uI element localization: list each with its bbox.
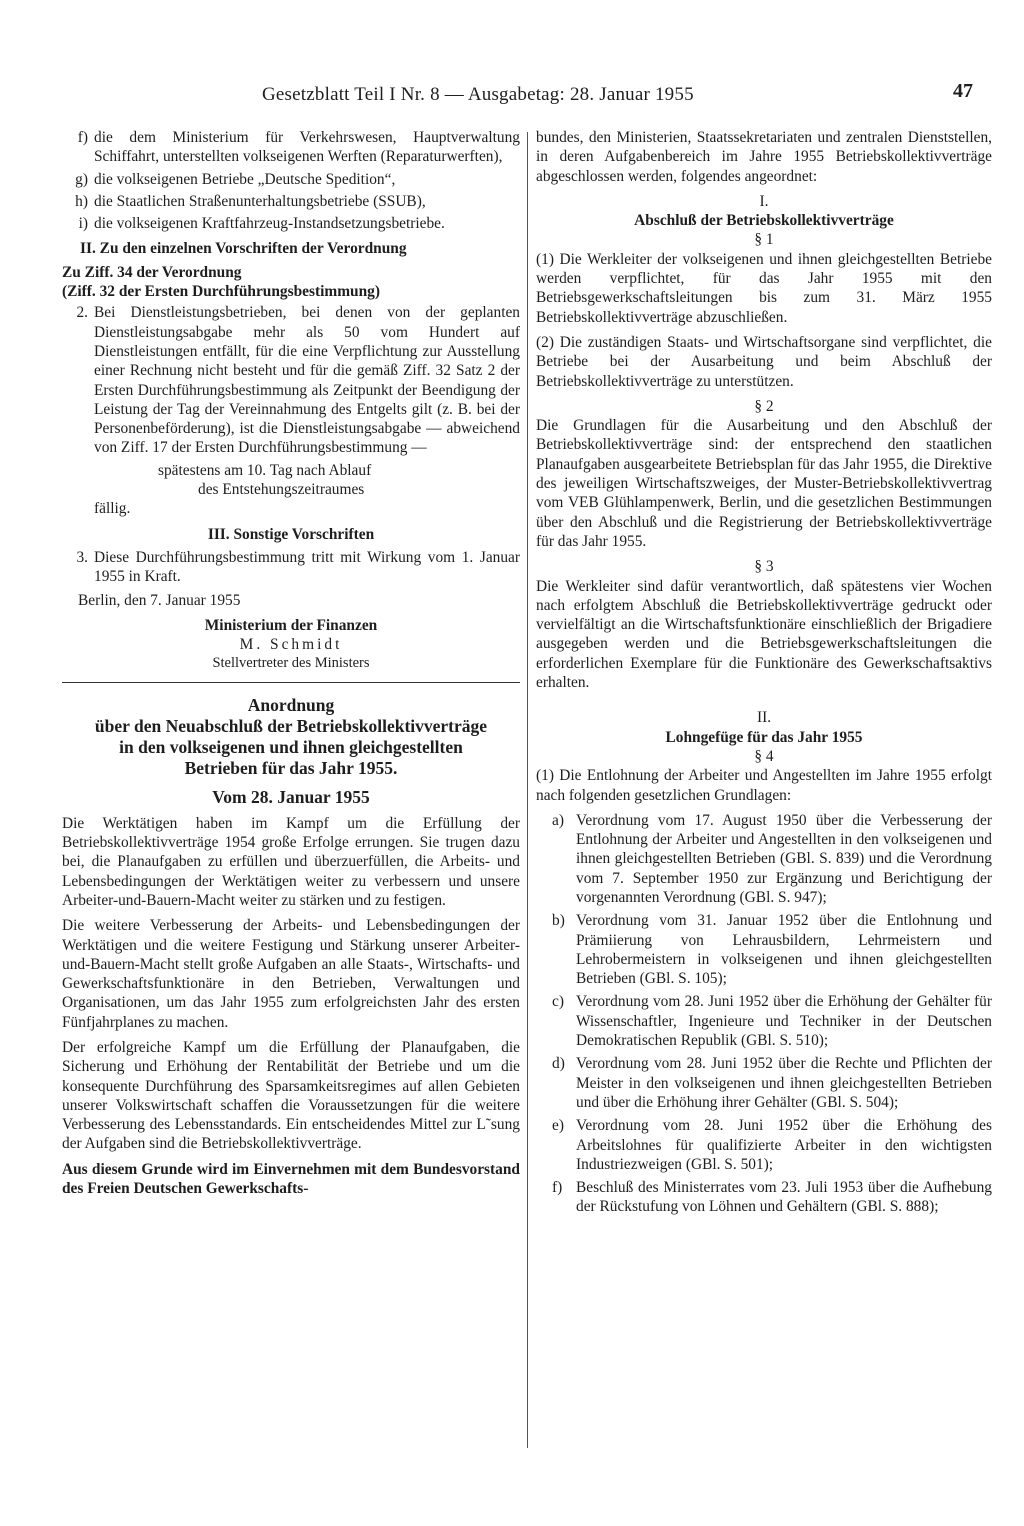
list-label: a): [552, 811, 564, 829]
list-item: [536, 992, 992, 1050]
list-label: e): [552, 1117, 564, 1135]
paragraph-symbol: § 1: [754, 231, 774, 249]
ordinance-title: Anordnung: [247, 694, 335, 715]
due-end: fällig.: [94, 500, 131, 518]
list-label: f): [77, 129, 88, 146]
list-label: c): [552, 993, 564, 1011]
list-text: die Staatlichen Straßenunterhaltungsbetriebe (SSUB),: [94, 192, 426, 210]
list-text: Verordnung vom 31. Januar 1952 über die Entlohnung und Prämiierung von Lehrausbildern, Lehrmeistern und Lehrobermeistern in volkseigenen und ihnen gleichgestellten Betrieben (GBl. S. 105);: [576, 912, 992, 988]
numbered-item: [62, 548, 520, 587]
part-title: Abschluß der Betriebskollektivverträge: [634, 212, 894, 230]
paragraph-symbol: § 4: [754, 747, 774, 765]
paragraph-symbol: § 2: [754, 397, 774, 415]
ordinance-title: in den volkseigenen und ihnen gleichgestellten: [119, 736, 463, 757]
ordinance-date: Vom 28. Januar 1955: [212, 786, 370, 807]
paragraph-text: (2) Die zuständigen Staats- und Wirtschaftsorgane sind verpflichtet, die Betriebe bei der Ausarbeitung und beim Abschluß der Betriebskollektivverträge zu unterstützen.: [536, 333, 992, 390]
list-label: f): [552, 1179, 563, 1197]
preamble-paragraph: Der erfolgreiche Kampf um die Erfüllung der Planaufgaben, die Sicherung und Erhöhung der Rentabilität der Betriebe und um die konsequente Durchführung des Sparsamkeitsregimes auf allen Gebieten unserer Volkswirtschaft schaffen die Voraussetzungen für die weitere Verbesserung des Lebensstandards. Ein entscheidendes Mittel zur L˜sung der Aufgaben sind die Betriebskollektivverträge.: [62, 1038, 520, 1153]
part-number: I.: [759, 192, 769, 210]
list-label: d): [552, 1055, 565, 1073]
list-item: [536, 1178, 992, 1217]
part-title: Lohngefüge für das Jahr 1955: [665, 728, 863, 746]
preamble-paragraph: Die weitere Verbesserung der Arbeits- und Lebensbedingungen der Werktätigen und die weitere Festigung und Stärkung unserer Arbeiter-und-Bauern-Macht stellt große Aufgaben an alle Staats-, Wirtschafts- und Gewerkschaftsfunktionäre in den Betrieben, Verwaltungen und Organisationen, um das Jahr 1955 zum erfolgreichsten Jahr des ersten Fünfjahrplanes zu machen.: [62, 917, 520, 1031]
preamble-paragraph: Die Werktätigen haben im Kampf um die Erfüllung der Betriebskollektivverträge 1954 große Erfolge errungen. Sie trugen dazu bei, die Planaufgaben zu erfüllen und überzuerfüllen, die Arbeits- und Lebensbedingungen der Werktätigen weiter zu verbessern und unsere Arbeiter-und-Bauern-Macht weiter zu stärken und zu festigen.: [62, 814, 520, 909]
list-text: die volkseigenen Betriebe „Deutsche Spedition“,: [94, 170, 396, 188]
list-text: die volkseigenen Kraftfahrzeug-Instandsetzungsbetriebe.: [94, 215, 445, 233]
list-label: g): [75, 170, 88, 188]
paragraph-text: Die Werkleiter sind dafür verantwortlich, daß spätestens vier Wochen nach erfolgtem Abschluß die Betriebskollektivverträge gedruckt oder vervielfältigt an die Wirtschaftsfunktionäre einschließlich der Brigadiere ausgegeben werden und die Betriebsgewerkschaftsleitungen die erforderlichen Exemplare für die Funktionäre des Gewerkschaftsaktivs erhalten.: [536, 577, 992, 692]
list-item: [536, 911, 992, 988]
signer-title: Stellvertreter des Ministers: [212, 655, 370, 672]
list-text: Verordnung vom 28. Juni 1952 über die Erhöhung der Gehälter für Wissenschaftler, Ingenieure und Techniker in der Deutschen Demokratischen Republik (GBl. S. 510);: [576, 993, 992, 1050]
paragraph-text: Die Grundlagen für die Ausarbeitung und den Abschluß der Betriebskollektivverträge sind: der entsprechend den staatlichen Planaufgaben ausgearbeitete Betriebsplan für das Jahr 1955, die Direktive des jeweiligen Wirtschaftszweiges, der Muster-Betriebskollektivvertrag vom VEB Glühlampenwerk, Berlin, und die gesetzlichen Bestimmungen über den Abschluß und die Registrierung der Betriebskollektivverträge für das Jahr 1955.: [536, 417, 993, 550]
item-number: 3.: [76, 548, 88, 566]
list-item: [536, 1054, 992, 1112]
paragraph-text: (1) Die Werkleiter der volkseigenen und ihnen gleichgestellten Betriebe werden verpflichtet, für das Jahr 1955 mit den Betriebsgewerkschaftsleitungen bis zum 31. März 1955 Betriebskollektivverträge abzuschließen.: [536, 250, 992, 326]
signer-name: M. Schmidt: [239, 636, 343, 654]
list-item: [62, 128, 520, 167]
section-heading: III. Sonstige Vorschriften: [207, 525, 375, 543]
left-column: [62, 128, 520, 1204]
list-label: h): [75, 192, 88, 210]
list-text: Verordnung vom 28. Juni 1952 über die Erhöhung des Arbeitslohnes für qualifizierte Arbeiter in den wichtigsten Industriezweigen (GBl. S. 501);: [576, 1117, 992, 1173]
ordinance-title: Betrieben für das Jahr 1955.: [184, 757, 398, 778]
list-text: die dem Ministerium für Verkehrswesen, Hauptverwaltung Schiffahrt, unterstellten volkseigenen Werften (Reparaturwerften),: [94, 129, 520, 166]
list-label: i): [78, 215, 88, 233]
section-rule: [62, 682, 520, 683]
ordinance-title: über den Neuabschluß der Betriebskollektivverträge: [94, 715, 488, 736]
list-item: [62, 214, 520, 233]
list-text: Verordnung vom 17. August 1950 über die Verbesserung der Entlohnung der Arbeiter und Angestellten in den volkseigenen und ihnen gleichgestellten Betrieben (GBl. S. 839) und die Verordnung vom 7. September 1950 zur Ergänzung und Berichtigung der vorgenannten Verordnung (GBl. S. 947);: [576, 811, 992, 906]
list-text: Beschluß des Ministerrates vom 23. Juli 1953 über die Aufhebung der Rückstufung von Löhnen und Gehältern (GBl. S. 888);: [576, 1179, 992, 1216]
page-number: 47: [953, 80, 973, 102]
paragraph-text: (1) Die Entlohnung der Arbeiter und Angestellten im Jahre 1955 erfolgt nach folgenden gesetzlichen Grundlagen:: [536, 767, 992, 804]
list-item: [62, 192, 520, 211]
place-date: Berlin, den 7. Januar 1955: [78, 591, 241, 609]
list-label: b): [552, 912, 565, 930]
due-line: des Entstehungszeitraumes: [198, 481, 365, 499]
part-number: II.: [756, 709, 772, 727]
item-text: Diese Durchführungsbestimmung tritt mit Wirkung vom 1. Januar 1955 in Kraft.: [94, 548, 520, 586]
list-text: Verordnung vom 28. Juni 1952 über die Rechte und Pflichten der Meister in den volkseigenen und ihnen gleichgestellten Betrieben und über die Erhöhung ihrer Gehälter (GBl. S. 504);: [576, 1055, 992, 1111]
numbered-item: [62, 303, 520, 457]
due-line: spätestens am 10. Tag nach Ablauf: [158, 461, 372, 479]
ministry-name: Ministerium der Finanzen: [204, 616, 378, 634]
running-header: Gesetzblatt Teil I Nr. 8 — Ausgabetag: 28. Januar 1955: [262, 84, 694, 105]
section-heading: II. Zu den einzelnen Vorschriften der Verordnung: [80, 240, 407, 258]
preamble-paragraph: Aus diesem Grunde wird im Einvernehmen mit dem Bundesvorstand des Freien Deutschen Gewerkschafts-: [62, 1160, 520, 1198]
item-number: 2.: [76, 304, 88, 322]
intro-paragraph: bundes, den Ministerien, Staatssekretariaten und zentralen Dienststellen, in deren Aufgabenbereich im Jahre 1955 Betriebskollektivverträge abgeschlossen werden, folgendes angeordnet:: [536, 129, 992, 185]
list-item: [536, 1116, 992, 1174]
subheading: (Ziff. 32 der Ersten Durchführungsbestimmung): [62, 283, 380, 301]
item-text: Bei Dienstleistungsbetrieben, bei denen von der geplanten Dienstleistungsabgabe mehr als 50 vom Hundert auf Dienstleistungen entfällt, für die eine Verpflichtung zur Ausstellung einer Rechnung nicht besteht und für die gemäß Ziff. 32 Satz 2 der Ersten Durchführungsbestimmung als Zeitpunkt der Beendigung der Leistung der Tag der Vereinnahmung des Entgelts gilt (z. B. bei der Personenbeförderung), ist die Dienstleistungsabgabe — abweichend von Ziff. 17 der Ersten Durchführungsbestimmung —: [94, 304, 520, 457]
paragraph-symbol: § 3: [754, 558, 774, 576]
list-item: [536, 811, 992, 907]
right-column: [536, 128, 992, 1221]
subheading: Zu Ziff. 34 der Verordnung: [62, 263, 242, 281]
column-divider: [527, 132, 528, 1448]
list-item: [62, 170, 520, 189]
